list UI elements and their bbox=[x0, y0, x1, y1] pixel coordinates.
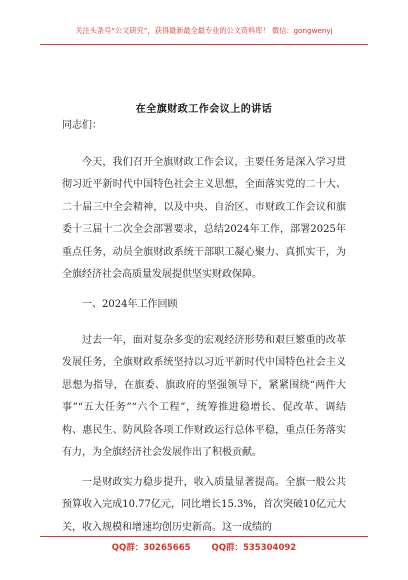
paragraph-intro: 今天，我们召开全旗财政工作会议，主要任务是深入学习贯彻习近平新时代中国特色社会主义思想，全面落实党的二十大、二十届三中全会精神，以及中央、自治区、市财政工作会议和旗委十三届十二次全会部署要求，总结2024年工作，部署2025年重点任务，动员全旗财政系统干部职工凝心聚力、真抓实干，为全旗经济社会高质量发展提供坚实财政保障。 bbox=[62, 157, 346, 281]
paragraph-revenue: 一是财政实力稳步提升，收入质量显著提高。全旗一般公共预算收入完成10.77亿元，同比增长15.3%，首次突破10亿元大关，收入规模和增速均创历史新高。这一成绩的 bbox=[62, 477, 346, 533]
section-heading: 一、2024年工作回顾 bbox=[82, 299, 178, 310]
salutation: 同志们： bbox=[62, 120, 102, 131]
document-title: 在全旗财政工作会议上的讲话 bbox=[135, 104, 273, 115]
header-banner: 关注头条号“公文研究”，获得最新最全最专业的公文资料库！ 微信：gongwenyj bbox=[75, 26, 333, 35]
footer-qq-right: QQ群：535304092 bbox=[211, 543, 297, 553]
footer-qq-groups bbox=[0, 541, 408, 553]
paragraph-review: 过去一年，面对复杂多变的宏观经济形势和艰巨繁重的改革发展任务，全旗财政系统坚持以习近平新时代中国特色社会主义思想为指导，在旗委、旗政府的坚强领导下，紧紧围绕“两件大事”“五大任务”“六个工程”，统筹推进稳增长、促改革、调结构、惠民生、防风险各项工作财政运行总体平稳，重点任务落实有力，为全旗经济社会发展作出了积极贡献。 bbox=[62, 335, 346, 459]
footer-divider bbox=[40, 536, 368, 537]
header-divider bbox=[40, 44, 368, 45]
footer-qq-left: QQ群：30265665 bbox=[111, 543, 191, 553]
